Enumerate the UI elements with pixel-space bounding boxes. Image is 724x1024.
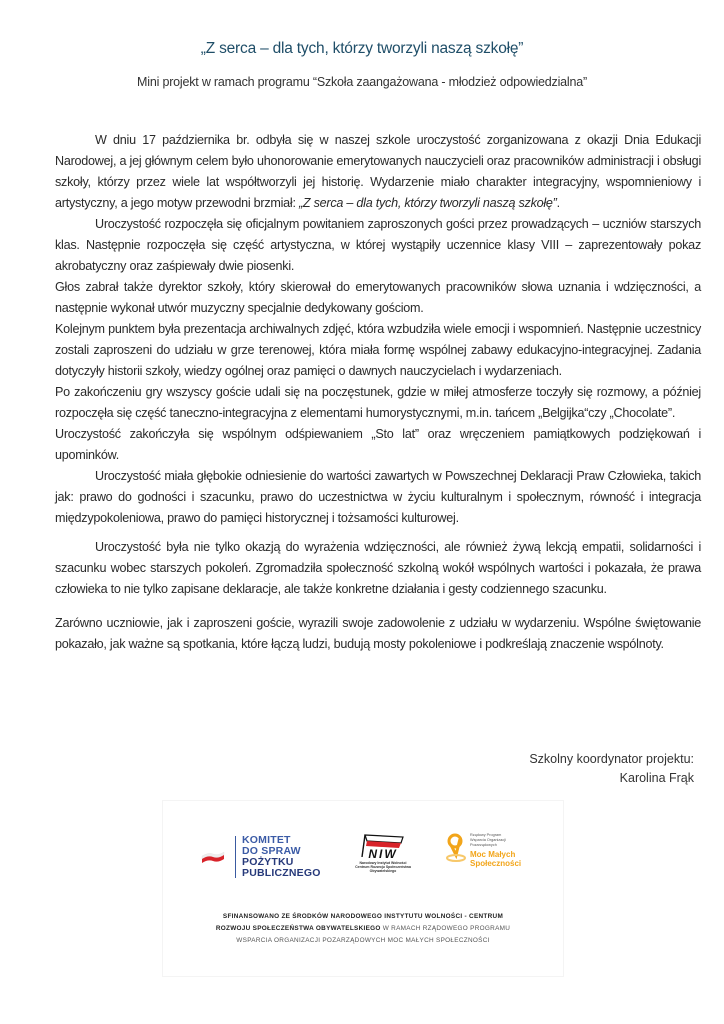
paragraph-text: W dniu 17 października br. odbyła się w naszej szkole uroczystość zorganizowana z okazji Dnia Edukacji Narodowej, a jej głównym celem było uhonorowanie emerytowanych nauczycieli oraz pracowników administracji i obsługi szkoły, którzy przez wiele lat współtworzyli jej historię. Wydarzenie miało charakter integracyjny, wspomnieniowy i artystyczny, a jego motyw przewodni brzmiał: bbox=[55, 133, 701, 210]
moc-malych-spolecznosci-logo bbox=[446, 833, 521, 868]
niw-subtitle: Centrum Rozwoju Społeczeństwa Obywatelskiego bbox=[355, 865, 411, 873]
funding-line: W RAMACH RZĄDOWEGO PROGRAMU bbox=[380, 925, 511, 932]
location-pin-icon bbox=[446, 833, 466, 863]
signature-name: Karolina Frąk bbox=[619, 771, 694, 785]
signature bbox=[529, 750, 694, 788]
polish-flag-icon bbox=[201, 850, 225, 864]
kppp-logo bbox=[201, 835, 321, 879]
kppp-line: KOMITET bbox=[242, 834, 291, 846]
funding-line: WSPARCIA ORGANIZACJI POZARZĄDOWYCH MOC MAŁYCH SPOŁECZNOŚCI bbox=[236, 937, 490, 944]
funding-line: SFINANSOWANO ZE ŚRODKÓW NARODOWEGO INSTYTUTU WOLNOŚCI - CENTRUM bbox=[222, 913, 504, 920]
funding-line: ROZWOJU SPOŁECZEŃSTWA OBYWATELSKIEGO bbox=[215, 925, 381, 932]
paragraph: Po zakończeniu gry wszyscy goście udali się na poczęstunek, gdzie w miłej atmosferze toczyły się rozmowy, a później rozpoczęła się część taneczno-integracyjna z elementami humorystycznymi, m.in. tańcem „Belgijka“czy „Chocolate”. bbox=[55, 385, 701, 420]
paragraph: Uroczystość rozpoczęła się oficjalnym powitaniem zaproszonych gości przez prowadzących – uczniów starszych klas. Następnie rozpoczęła się część artystyczna, w której wystąpiły uczennice klasy VIII – zaprezentowały pokaz akrobatyczny oraz zaśpiewały dwie piosenki. bbox=[55, 217, 701, 273]
paragraph: Uroczystość miała głębokie odniesienie do wartości zawartych w Powszechnej Deklaracji Praw Człowieka, takich jak: prawo do godności i szacunku, prawo do uczestnictwa w życiu kulturalnym i społecznym, równość i integracja międzypokoleniowa, prawo do pamięci historycznej i tożsamości kulturowej. bbox=[55, 469, 701, 525]
niw-subtitle: Narodowy Instytut Wolności bbox=[359, 861, 407, 865]
paragraph: Kolejnym punktem była prezentacja archiwalnych zdjęć, która wzbudziła wiele emocji i wspomnień. Następnie uczestnicy zostali zaproszeni do udziału w grze terenowej, która miała formę wspólnej zabawy edukacyjno-integracyjnej. Zadania dotyczyły historii szkoły, wiedzy ogólnej oraz pamięci o dawnych nauczycielach i wydarzeniach. bbox=[55, 322, 701, 378]
signature-role: Szkolny koordynator projektu: bbox=[529, 752, 694, 766]
article-body bbox=[55, 130, 701, 655]
niw-flag-icon bbox=[359, 833, 407, 857]
sponsor-footer bbox=[162, 800, 564, 977]
paragraph: Głos zabrał także dyrektor szkoły, który skierował do emerytowanych pracowników słowa uznania i wdzięczności, a następnie wykonał utwór muzyczny specjalnie dedykowany gościom. bbox=[55, 280, 701, 315]
paragraph-intro bbox=[55, 130, 701, 214]
kppp-text bbox=[242, 835, 321, 879]
mms-title-line: Moc Małych bbox=[470, 850, 516, 859]
paragraph-end: . bbox=[556, 196, 560, 210]
divider bbox=[235, 836, 236, 878]
motto-quote: „Z serca – dla tych, którzy tworzyli naszą szkołę” bbox=[298, 196, 557, 210]
paragraph: Uroczystość zakończyła się wspólnym odśpiewaniem „Sto lat” oraz wręczeniem pamiątkowych podziękowań i upominków. bbox=[55, 427, 701, 462]
paragraph: Uroczystość była nie tylko okazją do wyrażenia wdzięczności, ale również żywą lekcją empatii, solidarności i szacunku wobec starszych pokoleń. Zgromadziła społeczność szkolną wokół wspólnych wartości i pokazała, że prawa człowieka to nie tylko zapisane deklaracje, ale także konkretne działania i gesty codziennego szacunku. bbox=[55, 540, 701, 596]
mms-title-line: Społeczności bbox=[470, 859, 522, 868]
page-subtitle: Mini projekt w ramach programu “Szkoła zaangażowana - młodzież odpowiedzialna” bbox=[137, 75, 587, 89]
mms-small-line: Rządowy Program bbox=[470, 833, 502, 837]
niw-logo bbox=[353, 833, 413, 883]
paragraph: Zarówno uczniowie, jak i zaproszeni goście, wyrazili swoje zadowolenie z udziału w wydarzeniu. Wspólne świętowanie pokazało, jak ważne są spotkania, które łączą ludzi, budują mosty pokoleniowe i podkreślają znaczenie wspólnoty. bbox=[55, 616, 701, 651]
kppp-line: DO SPRAW bbox=[242, 845, 301, 857]
funding-statement bbox=[163, 911, 563, 947]
niw-wordmark: NIW bbox=[368, 847, 398, 861]
kppp-line: POŻYTKU bbox=[242, 856, 294, 868]
kppp-line: PUBLICZNEGO bbox=[242, 867, 321, 879]
mms-text bbox=[470, 833, 521, 868]
page-title: „Z serca – dla tych, którzy tworzyli naszą szkołę” bbox=[200, 40, 524, 57]
mms-small-line: Wsparcia Organizacji bbox=[470, 838, 506, 842]
mms-small-line: Pozarządowych bbox=[470, 843, 497, 847]
